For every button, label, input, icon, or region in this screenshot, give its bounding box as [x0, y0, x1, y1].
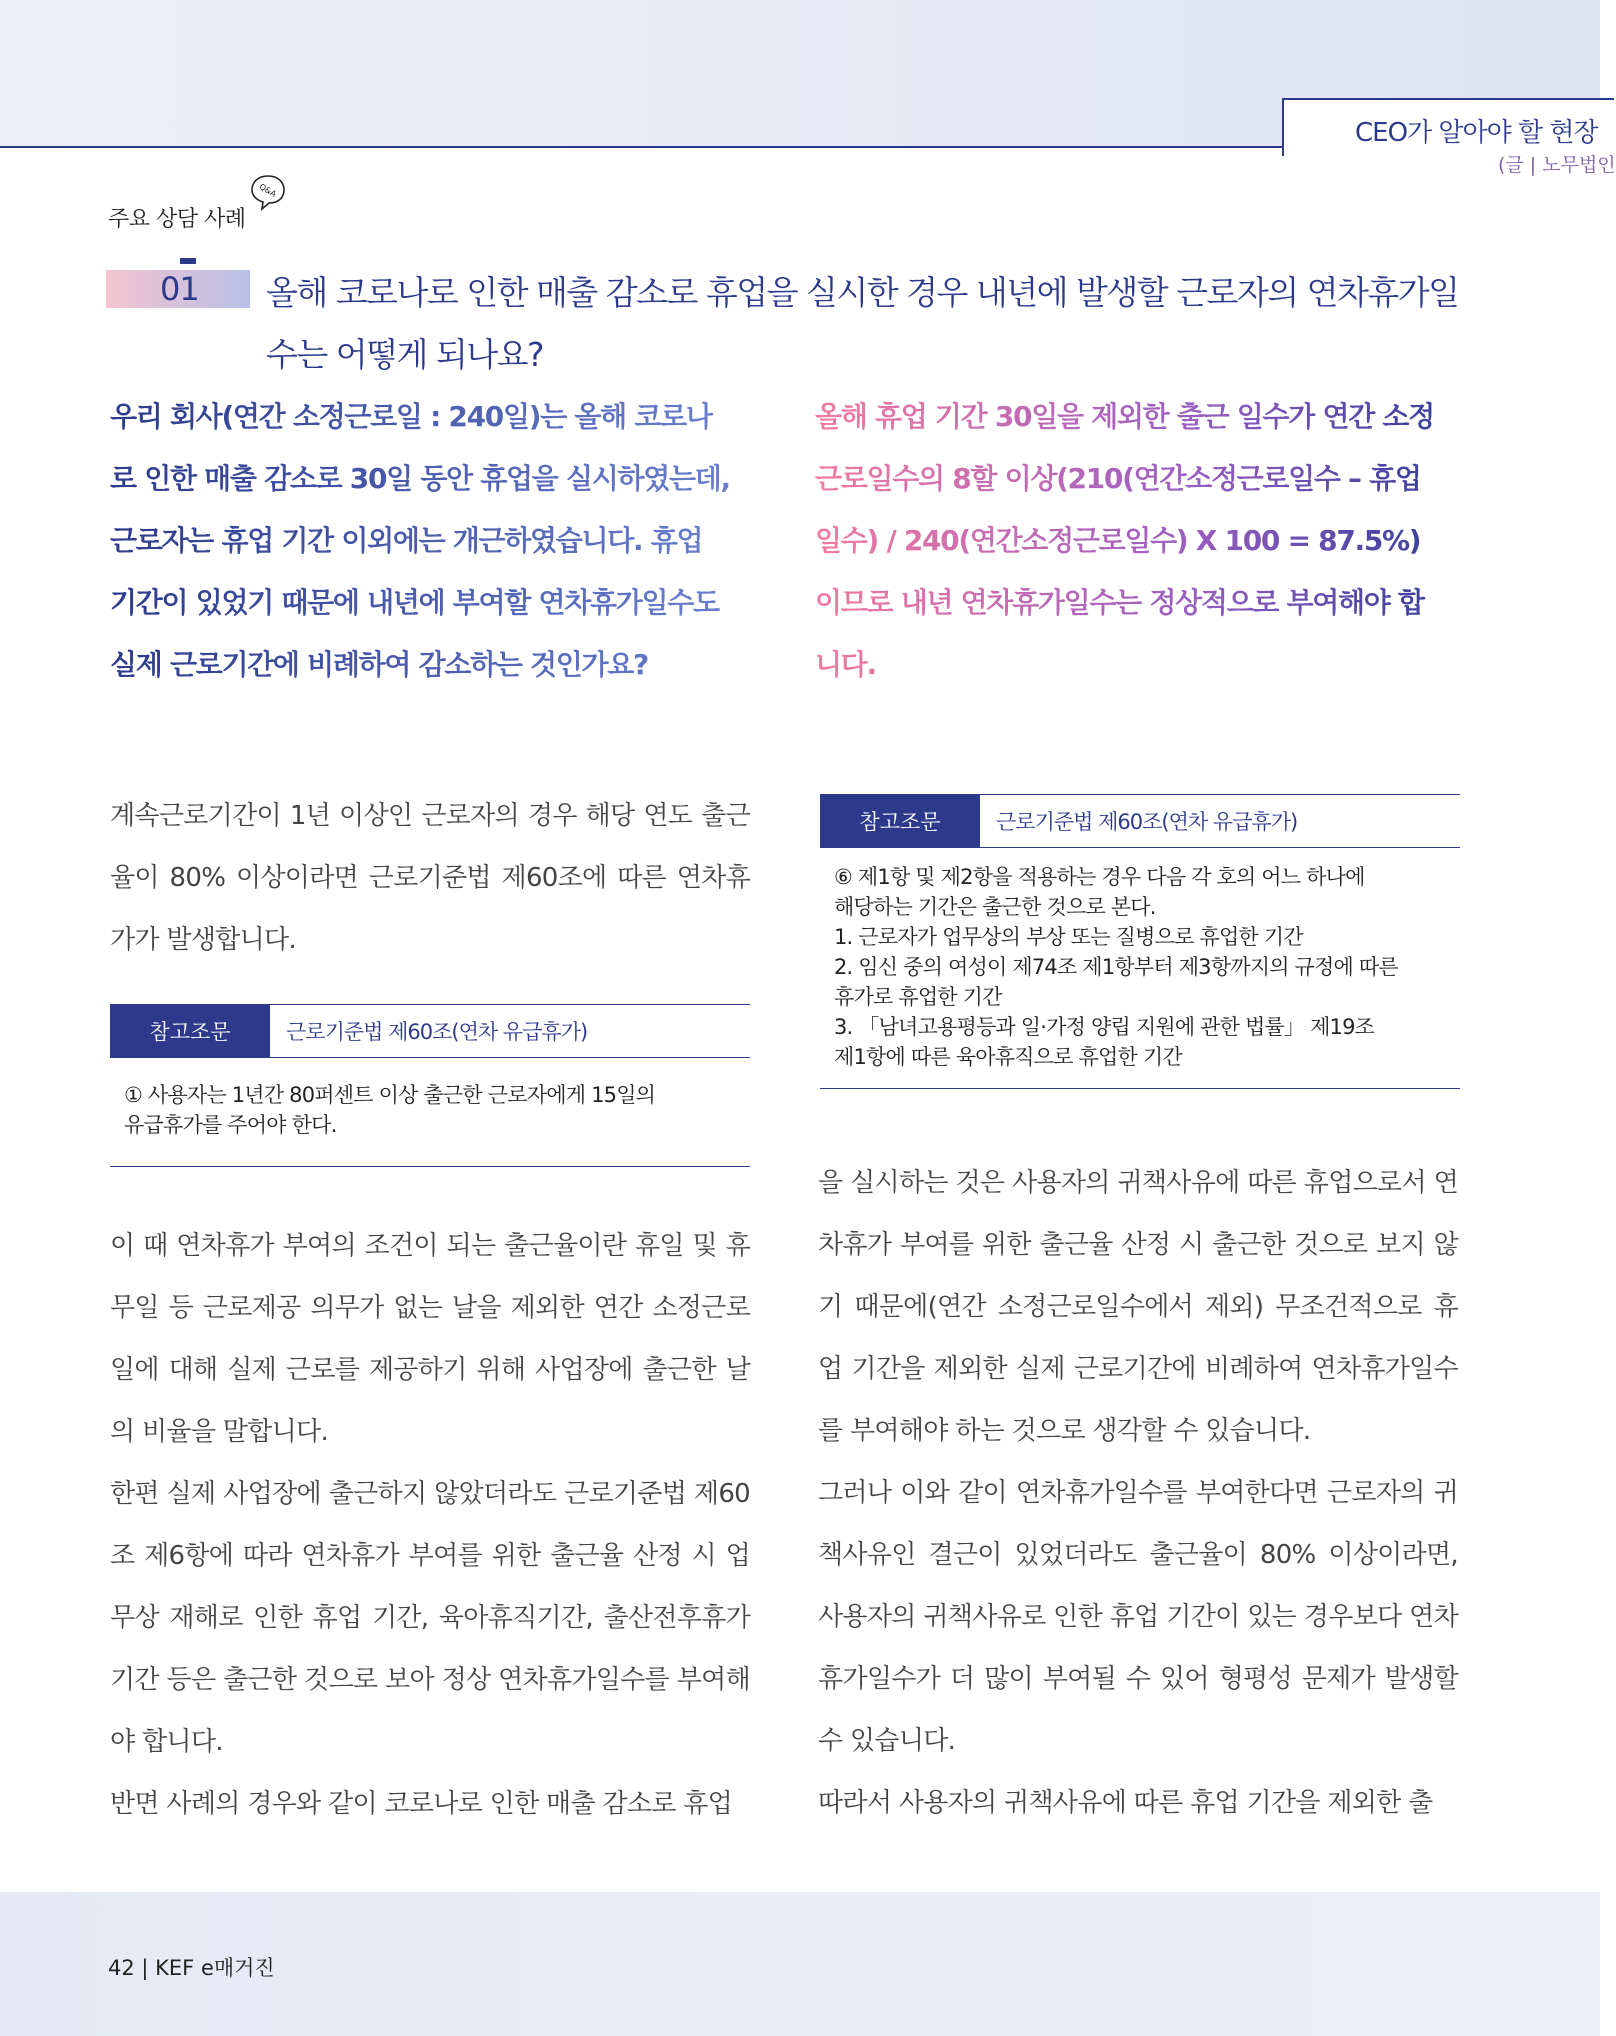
reference-tag: 참고조문 — [820, 795, 980, 847]
section-label: 주요 상담 사례 — [108, 207, 246, 232]
reference-item-2: 2. 임신 중의 여성이 제74조 제1항부터 제3항까지의 규정에 따른 휴가로 휴업한 기간 — [834, 955, 1398, 1009]
speech-bubble-qa-icon — [248, 172, 288, 212]
reference-clause-6: ⑥ 제1항 및 제2항을 적용하는 경우 다음 각 호의 어느 하나에 해당하는 기간은 출근한 것으로 본다. — [834, 865, 1365, 919]
left-column-body — [110, 1215, 750, 1835]
case-answer: 올해 휴업 기간 30일을 제외한 출근 일수가 연간 소정근로일수의 8할 이상(210(연간소정근로일수 – 휴업일수) / 240(연간소정근로일수) X 100 = 87.5%)이므로 내년 연차휴가일수는 정상적으로 부여해야 합니다. — [815, 386, 1435, 696]
right-para-2: 그러나 이와 같이 연차휴가일수를 부여한다면 근로자의 귀책사유인 결근이 있었더라도 출근율이 80% 이상이라면, 사용자의 귀책사유로 인한 휴업 기간이 있는 경우보다 연차휴가일수가 더 많이 부여될 수 있어 형평성 문제가 발생할 수 있습니다. — [818, 1478, 1458, 1756]
reference-body — [110, 1058, 750, 1167]
magazine-section-title: CEO가 알아야 할 현장 — [1355, 118, 1598, 148]
reference-tag: 참고조문 — [110, 1005, 270, 1057]
reference-item-3: 3. 「남녀고용평등과 일·가정 양립 지원에 관한 법률」 제19조 제1항에 따른 육아휴직으로 휴업한 기간 — [834, 1015, 1375, 1069]
right-reference-box — [820, 794, 1460, 1089]
right-para-3: 따라서 사용자의 귀책사유에 따른 휴업 기간을 제외한 출 — [818, 1788, 1433, 1818]
reference-clause: ① 사용자는 1년간 80퍼센트 이상 출근한 근로자에게 15일의 유급휴가를 주어야 한다. — [124, 1083, 656, 1137]
qa-icon-text: Q&A — [257, 182, 278, 199]
right-column-body — [818, 1152, 1458, 1834]
reference-body — [820, 848, 1460, 1089]
left-reference-box — [110, 1004, 750, 1167]
case-inquiry: 우리 회사(연간 소정근로일 : 240일)는 올해 코로나로 인한 매출 감소로 30일 동안 휴업을 실시하였는데, 근로자는 휴업 기간 이외에는 개근하였습니다. 휴업 기간이 있었기 때문에 내년에 부여할 연차휴가일수도 실제 근로기간에 비례하여 감소하는 것인가요? — [110, 386, 730, 696]
reference-header — [820, 794, 1460, 848]
case-question: 올해 코로나로 인한 매출 감소로 휴업을 실시한 경우 내년에 발생할 근로자의 연차휴가일수는 어떻게 되나요? — [266, 273, 1459, 374]
right-para-1: 을 실시하는 것은 사용자의 귀책사유에 따른 휴업으로서 연차휴가 부여를 위한 출근율 산정 시 출근한 것으로 보지 않기 때문에(연간 소정근로일수에서 제외) 무조건적으로 휴업 기간을 제외한 실제 근로기간에 비례하여 연차휴가일수를 부여해야 하는 것으로 생각할 수 있습니다. — [818, 1168, 1458, 1446]
left-para-1: 계속근로기간이 1년 이상인 근로자의 경우 해당 연도 출근율이 80% 이상이라면 근로기준법 제60조에 따른 연차휴가가 발생합니다. — [110, 801, 750, 955]
reference-header — [110, 1004, 750, 1058]
reference-title: 근로기준법 제60조(연차 유급휴가) — [286, 1020, 588, 1044]
left-para-2: 이 때 연차휴가 부여의 조건이 되는 출근율이란 휴일 및 휴무일 등 근로제공 의무가 없는 날을 제외한 연간 소정근로일에 대해 실제 근로를 제공하기 위해 사업장에 출근한 날의 비율을 말합니다. — [110, 1231, 750, 1447]
case-number-accent — [180, 258, 196, 264]
reference-item-1: 1. 근로자가 업무상의 부상 또는 질병으로 휴업한 기간 — [834, 925, 1303, 949]
left-column-intro — [110, 785, 750, 971]
page-number: 42 | KEF e매거진 — [108, 1956, 275, 1980]
author-credit: (글 | 노무법인 — [1498, 154, 1616, 176]
reference-title: 근로기준법 제60조(연차 유급휴가) — [996, 810, 1298, 834]
left-para-3: 한편 실제 사업장에 출근하지 않았더라도 근로기준법 제60조 제6항에 따라 연차휴가 부여를 위한 출근율 산정 시 업무상 재해로 인한 휴업 기간, 육아휴직기간, 출산전후휴가기간 등은 출근한 것으로 보아 정상 연차휴가일수를 부여해야 합니다. — [110, 1479, 750, 1757]
left-para-4: 반면 사례의 경우와 같이 코로나로 인한 매출 감소로 휴업 — [110, 1789, 733, 1819]
case-number: 01 — [160, 270, 199, 308]
